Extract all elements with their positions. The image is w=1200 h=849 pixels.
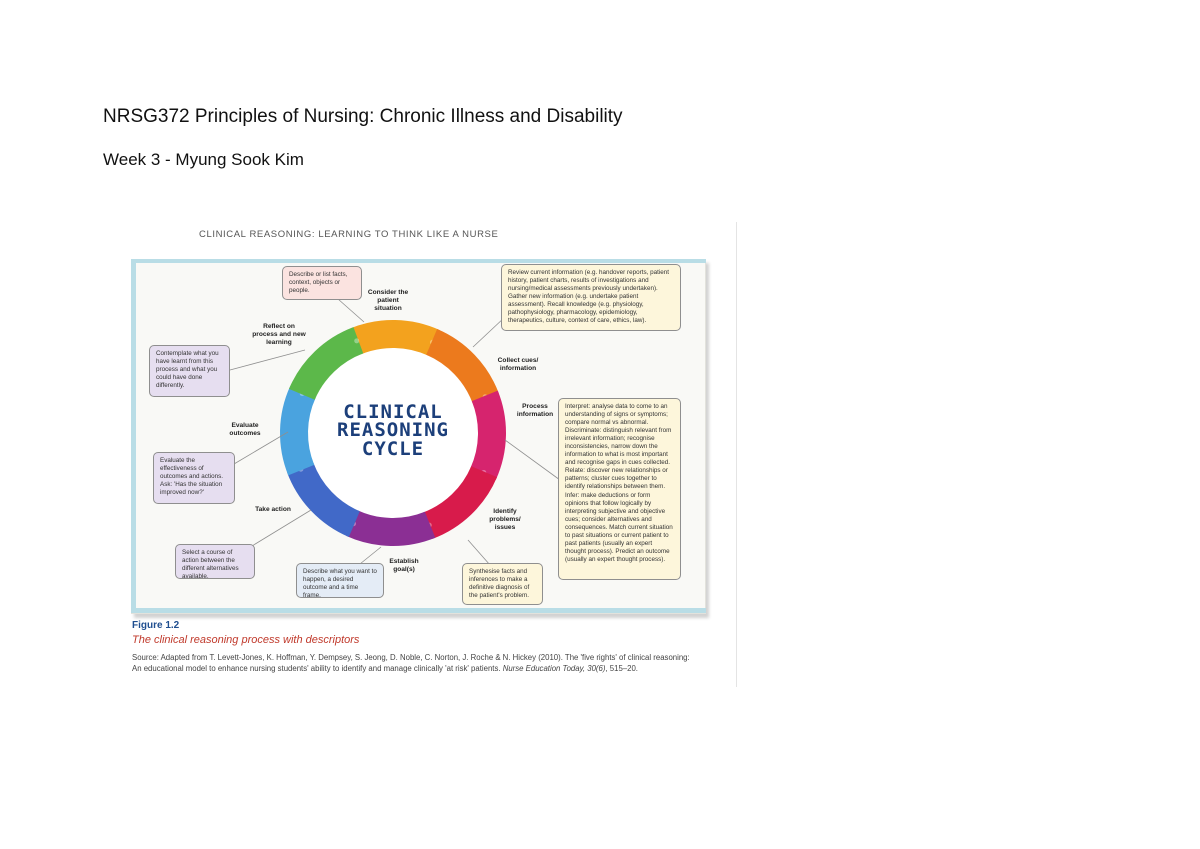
callout-consider: Describe or list facts, context, objects or people. [282,266,362,300]
document-subtitle: Week 3 - Myung Sook Kim [103,150,304,169]
callout-identify: Synthesise facts and inferences to make a definitive diagnosis of the patient's problem. [462,563,543,605]
connector-reflect [230,350,305,370]
figure-source [132,652,692,674]
source-journal: Nurse Education Today, 30(6) [502,664,606,674]
connector-identify [468,540,490,565]
callout-establish: Describe what you want to happen, a desired outcome and a time frame. [296,563,384,598]
figure-heading: CLINICAL REASONING: LEARNING TO THINK LIKE A NURSE [199,229,499,240]
document-title: NRSG372 Principles of Nursing: Chronic Illness and Disability [103,106,623,127]
stage-evaluate-label: Evaluate outcomes [229,422,261,438]
stage-process-label: Process information [516,403,554,419]
callout-evaluate: Evaluate the effectiveness of outcomes and actions. Ask: 'Has the situation improved now?' [153,452,235,504]
source-pages: , 515–20. [605,664,638,674]
figure-caption: The clinical reasoning process with descriptors [132,634,360,646]
cycle-center-title [321,403,465,458]
callout-take-action: Select a course of action between the different alternatives available. [175,544,255,579]
stage-reflect-label: Reflect on process and new learning [252,323,306,347]
cycle-ring-arrow-tip-8 [354,338,359,343]
connector-consider [338,299,364,322]
callout-process: Interpret: analyse data to come to an understanding of signs or symptoms; compare normal vs abnormal. Discriminate: distinguish relevant from irrelevant information; recognise inconsistencies, narrow down the information to what is most important and recognise gaps in cues collected. Relate: discover new relationships or patterns; cluster cues together to identify relationships between them. Infer: make deductions or form opinions that follow logically by interpreting subjective and objective cues; consider alternatives and consequences. Match current situation to past situations or current patient to past patients (usually an expert thought process). Predict an outcome (usually an expert thought process). [558,398,681,580]
source-citation: Source: Adapted from T. Levett-Jones, K. Hoffman, Y. Dempsey, S. Jeong, D. Noble, C. Norton, J. Roche & N. Hickey (2010). The 'five rights' of clinical reasoning: An educational model to enhance nursing students' ability to identify and manage clinically 'at risk' patients. [132,653,690,674]
stage-take-action-label: Take action [255,506,291,513]
center-title-line-1: CLINICAL [343,401,443,423]
callout-collect: Review current information (e.g. handover reports, patient history, patient charts, results of investigations and nursing/medical assessments previously undertaken). Gather new information (e.g. undertake patient assessment). Recall knowledge (e.g. physiology, pathophysiology, pharmacology, epidemiology, therapeutics, culture, context of care, ethics, law). [501,264,681,331]
callout-reflect: Contemplate what you have learnt from this process and what you could have done differently. [149,345,230,397]
figure-number: Figure 1.2 [132,620,180,631]
connector-take-action [252,510,311,546]
center-title-line-2: REASONING [337,419,449,442]
center-title-line-3: CYCLE [361,437,425,460]
stage-consider-label: Consider the patient situation [367,289,409,313]
stage-identify-label: Identify problems/ issues [489,508,521,532]
stage-collect-label: Collect cues/ information [497,357,539,373]
connector-process [505,440,560,480]
stage-establish-label: Establish goal(s) [389,558,419,574]
